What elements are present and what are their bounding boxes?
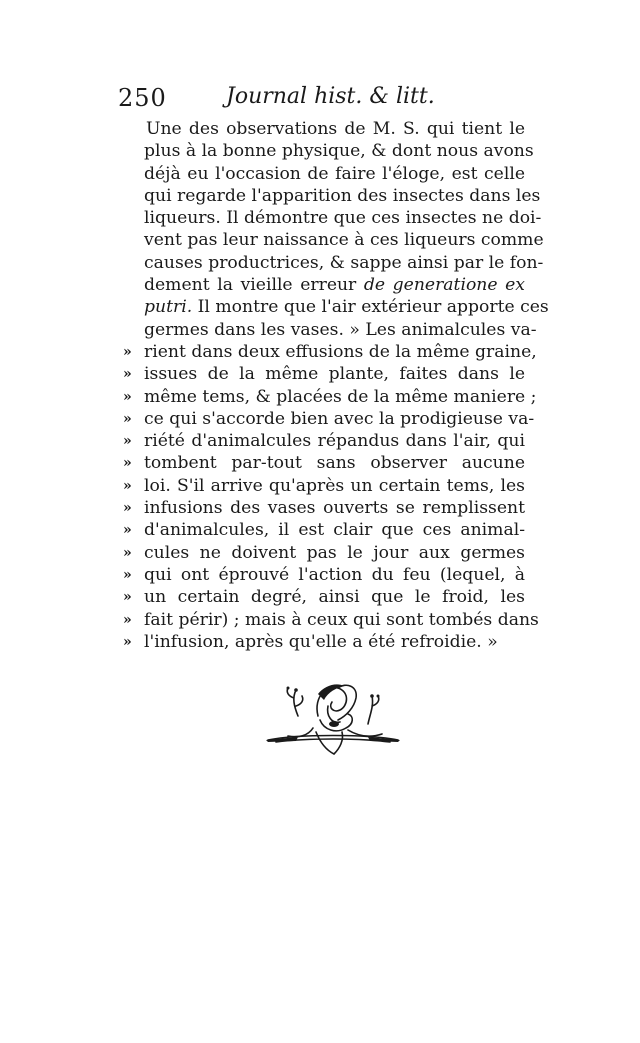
line-roman: Une des observations de M. S. qui tient le [146, 119, 525, 139]
body-text [95, 118, 549, 653]
text-line [95, 408, 535, 430]
line-text [144, 386, 537, 408]
quote-mark: » [123, 500, 132, 517]
line-roman: l'infusion, après qu'elle a été refroidie. » [144, 631, 498, 652]
text-line [95, 430, 525, 452]
quote-mark: » [123, 633, 132, 650]
line-roman: d'animalcules, il est clair que ces animal- [144, 520, 525, 541]
line-text [144, 519, 525, 541]
quote-mark: » [123, 343, 132, 360]
text-line [95, 475, 525, 497]
text-line [95, 363, 525, 385]
line-text [146, 118, 525, 140]
text-line [95, 586, 525, 608]
line-roman: qui regarde l'apparition des insectes dans les [144, 185, 541, 206]
quote-mark: » [123, 410, 132, 427]
line-roman: un certain degré, ainsi que le froid, les [144, 587, 525, 608]
quote-mark: » [123, 544, 132, 561]
line-roman: riété d'animalcules répandus dans l'air, qui [144, 431, 525, 452]
line-text [144, 140, 534, 162]
line-text [144, 163, 525, 185]
line-text [144, 542, 525, 564]
line-text [144, 408, 535, 430]
text-line [95, 542, 525, 564]
line-text [144, 631, 525, 653]
text-line [95, 319, 537, 341]
line-text [144, 363, 525, 385]
line-roman: issues de la même plante, faites dans le [144, 364, 525, 385]
text-line [95, 452, 525, 474]
line-roman: rient dans deux effusions de la même graine, [144, 341, 537, 362]
line-roman: qui ont éprouvé l'action du feu (lequel, à [144, 564, 525, 585]
quote-mark: » [123, 433, 132, 450]
line-text [144, 452, 525, 474]
line-text [144, 274, 525, 296]
quote-mark: » [123, 589, 132, 606]
text-line [95, 118, 525, 140]
line-roman: fait périr) ; mais à ceux qui sont tombés dans [144, 609, 539, 630]
line-text [144, 229, 544, 251]
line-roman: dement la vieille erreur [144, 275, 357, 296]
text-line [95, 341, 537, 363]
line-text [144, 609, 539, 631]
line-roman: ce qui s'accorde bien avec la prodigieuse va- [144, 408, 535, 429]
text-line [95, 163, 525, 185]
line-roman: loi. S'il arrive qu'après un certain tems, les [144, 475, 525, 496]
text-line [95, 140, 534, 162]
text-line [95, 564, 525, 586]
line-italic: de generatione ex [363, 275, 526, 296]
page-number: 250 [118, 84, 167, 112]
text-line [95, 609, 539, 631]
line-roman: causes productrices, & sappe ainsi par le fon- [144, 252, 544, 273]
quote-mark: » [123, 455, 132, 472]
text-line [95, 274, 525, 296]
line-text [144, 564, 525, 586]
text-line [95, 296, 549, 318]
line-text [144, 475, 525, 497]
line-text [144, 252, 544, 274]
line-text [144, 319, 537, 341]
line-text [144, 341, 537, 363]
text-line [95, 631, 525, 653]
line-roman: vent pas leur naissance à ces liqueurs comme [144, 230, 544, 251]
line-roman: liqueurs. Il démontre que ces insectes ne doi- [144, 208, 542, 229]
line-roman: cules ne doivent pas le jour aux germes [144, 542, 525, 563]
text-line [95, 207, 542, 229]
line-roman: tombent par-tout sans observer aucune [144, 453, 525, 474]
line-text [144, 586, 525, 608]
journal-title: Journal hist. & litt. [226, 84, 435, 109]
line-roman: même tems, & placées de la même maniere ; [144, 386, 537, 407]
line-text [144, 430, 525, 452]
text-line [95, 252, 544, 274]
line-roman: plus à la bonne physique, & dont nous avons [144, 141, 534, 162]
quote-mark: » [123, 522, 132, 539]
line-italic: putri. [144, 297, 193, 318]
text-line [95, 519, 525, 541]
line-roman: infusions des vases ouverts se remplissent [144, 498, 525, 519]
line-roman: germes dans les vases. » Les animalcules va- [144, 319, 537, 340]
quote-mark: » [123, 477, 132, 494]
line-roman-after: Il montre que l'air extérieur apporte ces [192, 297, 549, 318]
line-text [144, 296, 549, 318]
line-text [144, 497, 525, 519]
line-text [144, 207, 542, 229]
text-line [95, 229, 544, 251]
text-line [95, 185, 541, 207]
quote-mark: » [123, 566, 132, 583]
text-line [95, 386, 537, 408]
line-text [144, 185, 541, 207]
rococo-fleuron-icon [258, 676, 408, 766]
quote-mark: » [123, 388, 132, 405]
quote-mark: » [123, 366, 132, 383]
running-head [118, 84, 518, 114]
line-roman: déjà eu l'occasion de faire l'éloge, est celle [144, 163, 525, 184]
quote-mark: » [123, 611, 132, 628]
text-line [95, 497, 525, 519]
